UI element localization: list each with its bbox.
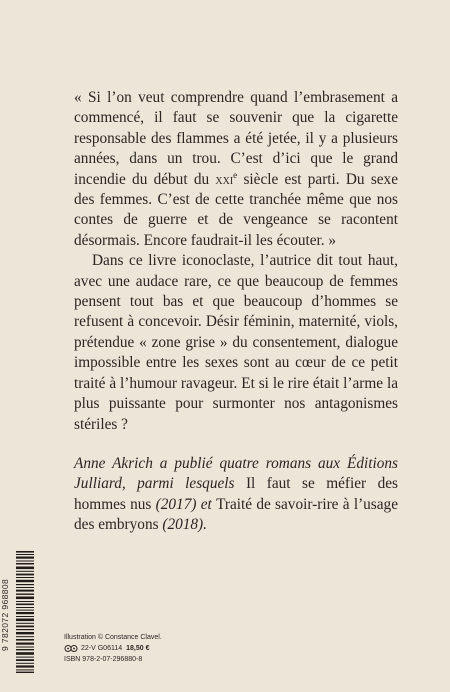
illustration-credit: Illustration © Constance Clavel. (64, 634, 162, 641)
bio-year-2: (2018). (158, 516, 207, 534)
century-numeral: xxi (215, 171, 234, 188)
bio-title-1: Il faut se méfier des hommes nus (74, 475, 398, 513)
quote-part-b: siècle est parti. Du sexe des femmes. C’est de cette tranchée même que nos contes de guerre et de vengeance se racontent désormais. Encore faudrait-il les écouter. » (74, 170, 398, 249)
bio-year-1: (2017) et (151, 495, 217, 513)
barcode (16, 551, 34, 673)
isbn: ISBN 978-2-07-296880-8 (64, 656, 143, 663)
bio-title-2: Traité de savoir-rire à l’usage des embryons (74, 495, 398, 534)
quote-part-a: « Si l’on veut comprendre quand l’embrasement a commencé, il faut se souvenir que la cigarette responsable des flammes a été jetée, il y a plusieurs années, dans un trou. C’est d’ici que le grand incendie du début du (74, 89, 398, 188)
price: 18,50 € (126, 645, 150, 652)
quote-paragraph (74, 88, 398, 251)
author-bio (74, 454, 398, 536)
code-price-row (64, 643, 162, 654)
barcode-digits: 9 782072 968808 (0, 578, 10, 652)
product-code: 22-V G06114 (81, 645, 123, 652)
back-cover-text (74, 88, 398, 536)
century-superscript: e (233, 169, 238, 180)
bio-intro: Anne Akrich a publié quatre romans aux Éditions Julliard, parmi lesquels (74, 454, 398, 493)
description-paragraph: Dans ce livre iconoclaste, l’autrice dit tout haut, avec une audace rare, ce que beaucoup de femmes pensent tout bas et que beaucoup d’hommes se refusent à concevoir. Désir féminin, maternité, viols, prétendue « zone grise » du consentement, dialogue impossible entre les sexes sont au cœur de ce petit traité à l’humour ravageur. Et si le rire était l’arme la plus puissante pour surmonter nos antagonismes stériles ? (74, 252, 398, 433)
publisher-logo-icon (64, 644, 78, 653)
legal-block (64, 632, 162, 665)
